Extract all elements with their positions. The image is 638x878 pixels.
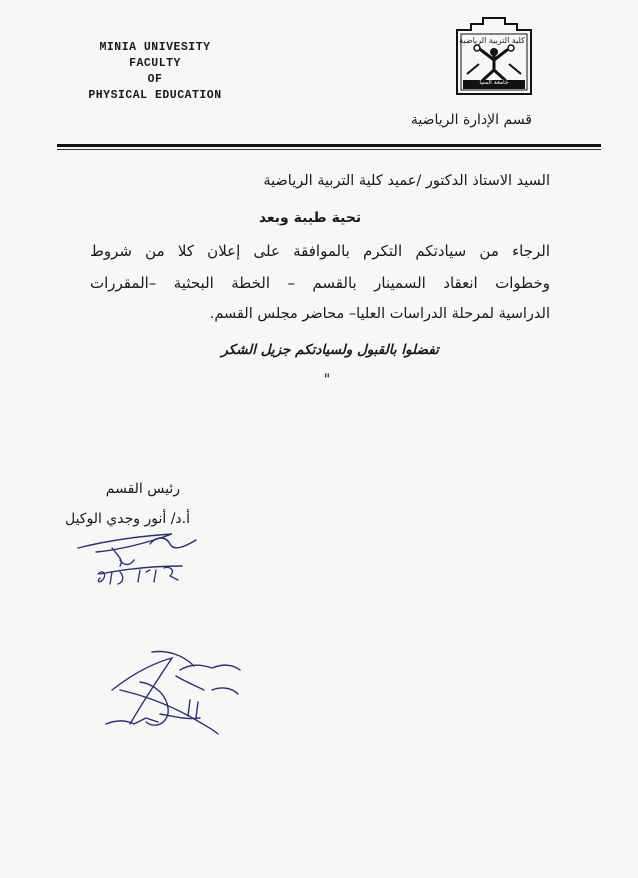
paragraph-line: وخطوات انعقاد السمينار بالقسم – الخطة البحثية –المقررات	[90, 274, 550, 292]
paragraph-line: الرجاء من سيادتكم التكرم بالموافقة على إعلان كلا من شروط	[90, 242, 550, 260]
salutation: السيد الاستاذ الدكتور /عميد كلية التربية الرياضية	[263, 173, 550, 189]
department-name: قسم الإدارة الرياضية	[410, 112, 532, 128]
logo-caption: كلية التربية الرياضية	[459, 36, 525, 45]
closing-phrase: تفضلوا بالقبول ولسيادتكم جزيل الشكر	[221, 342, 439, 358]
department-field-label: PHYSICAL EDUCATION	[88, 89, 222, 102]
faculty-label: FACULTY	[129, 57, 181, 70]
handwritten-date	[98, 567, 178, 584]
department-head-signature	[78, 534, 196, 574]
university-name: MINIA UNIVESITY	[99, 41, 211, 54]
greeting: تحية طيبة وبعد	[258, 210, 362, 226]
signature-title: رئيس القسم	[105, 481, 180, 497]
university-header	[60, 40, 250, 104]
logo-university-label: جامعة المنيا	[479, 79, 509, 86]
of-label: OF	[147, 73, 163, 86]
faculty-logo-icon	[453, 14, 535, 102]
header-divider	[57, 144, 601, 147]
approval-signature	[106, 652, 240, 734]
header-divider-thin	[57, 149, 601, 150]
signatory-name: أ.د/ أنور وجدي الوكيل	[64, 511, 190, 527]
paragraph-line: الدراسية لمرحلة الدراسات العليا– محاضر مجلس القسم.	[209, 306, 550, 322]
quote-mark: "	[323, 372, 331, 388]
